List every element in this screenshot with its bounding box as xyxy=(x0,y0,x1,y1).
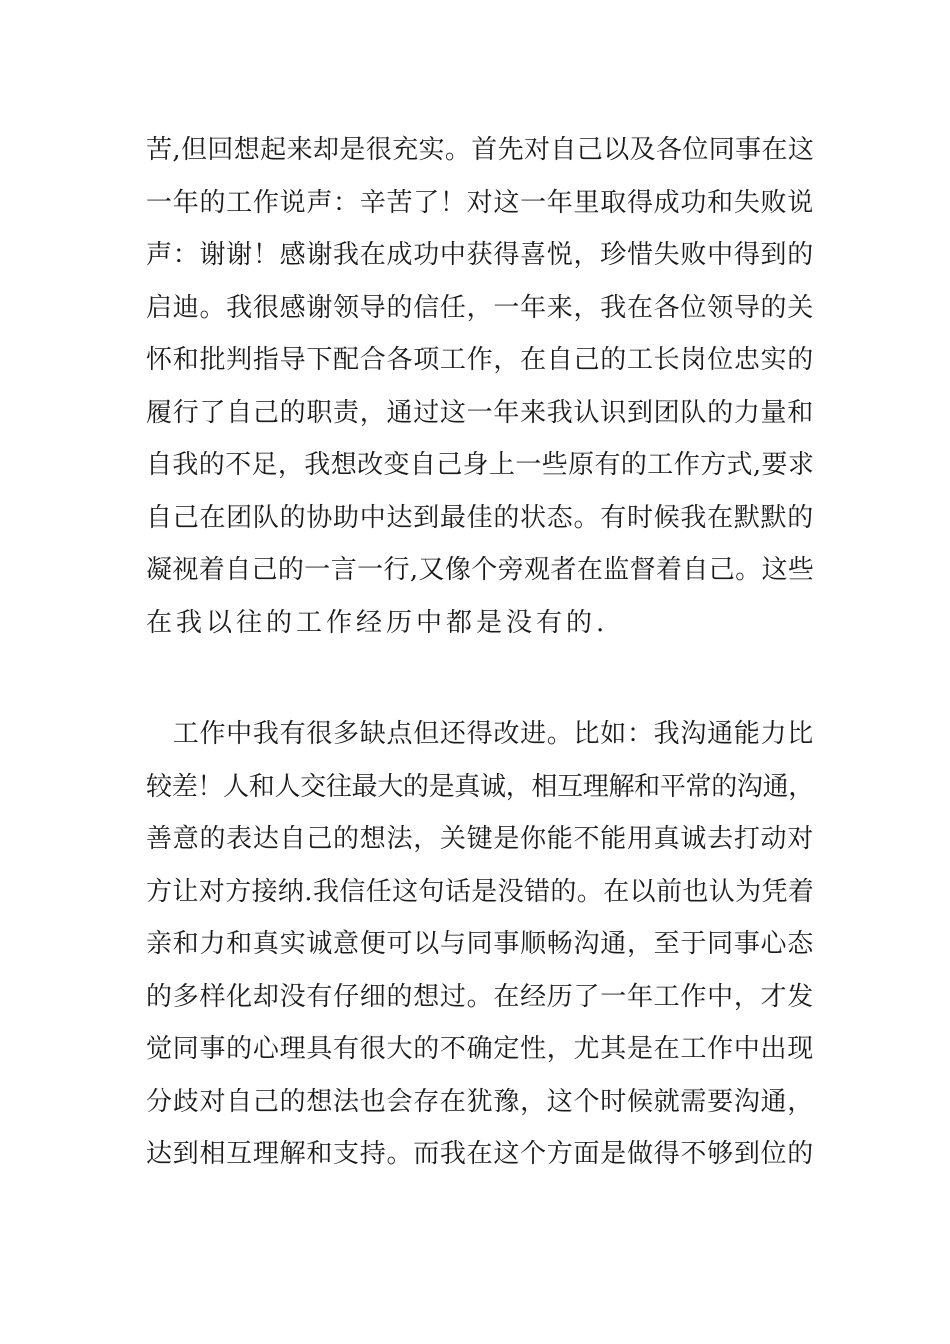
text-line: 较差！人和人交往最大的是真诚，相互理解和平常的沟通， xyxy=(146,771,815,802)
text-line: 自己在团队的协助中达到最佳的状态。有时候我在默默的 xyxy=(146,502,815,533)
text-line: 凝视着自己的一言一行,又像个旁观者在监督着自己。这些 xyxy=(146,555,815,585)
text-line: 方让对方接纳.我信任这句话是没错的。在以前也认为凭着 xyxy=(146,876,815,907)
text-line: 自我的不足，我想改变自己身上一些原有的工作方式,要求 xyxy=(146,450,815,480)
text-line: 苦,但回想起来却是很充实。首先对自己以及各位同事在这 xyxy=(146,135,815,165)
text-line: 工作中我有很多缺点但还得改进。比如：我沟通能力比 xyxy=(146,719,815,749)
paragraph-1 xyxy=(146,124,814,649)
text-line: 在我以往的工作经历中都是没有的. xyxy=(146,607,609,638)
text-line: 怀和批判指导下配合各项工作，在自己的工长岗位忠实的 xyxy=(146,345,815,375)
text-line: 的多样化却没有仔细的想过。在经历了一年工作中，才发 xyxy=(146,981,815,1012)
text-line: 达到相互理解和支持。而我在这个方面是做得不够到位的 xyxy=(146,1139,815,1169)
text-line: 启迪。我很感谢领导的信任，一年来，我在各位领导的关 xyxy=(146,292,815,323)
text-line: 善意的表达自己的想法，关键是你能不能用真诚去打动对 xyxy=(146,824,815,854)
text-line: 觉同事的心理具有很大的不确定性，尤其是在工作中出现 xyxy=(146,1034,815,1064)
text-line: 亲和力和真实诚意便可以与同事顺畅沟通，至于同事心态 xyxy=(146,929,815,959)
text-line: 一年的工作说声：辛苦了！对这一年里取得成功和失败说 xyxy=(146,187,815,218)
text-line: 履行了自己的职责，通过这一年来我认识到团队的力量和 xyxy=(146,397,815,428)
paragraph-2 xyxy=(146,708,814,1181)
text-line: 声：谢谢！感谢我在成功中获得喜悦，珍惜失败中得到的 xyxy=(146,240,815,270)
text-line: 分歧对自己的想法也会存在犹豫，这个时候就需要沟通， xyxy=(146,1086,815,1117)
